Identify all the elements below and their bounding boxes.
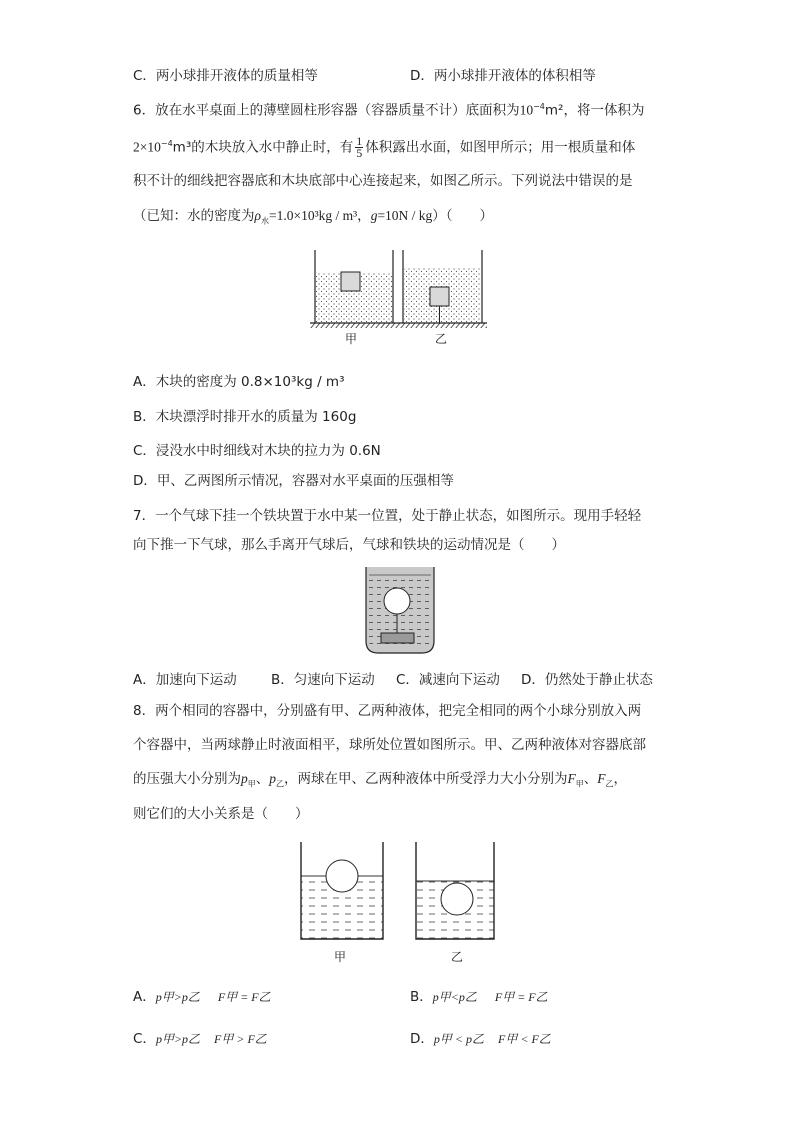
q6-line-3: 积不计的细线把容器底和木块底部中心连接起来，如图乙所示。下列说法中错误的是 — [133, 173, 633, 189]
q8-line-2: 个容器中，当两球静止时液面相平，球所处位置如图所示。甲、乙两种液体对容器底部 — [133, 737, 646, 753]
q8-option-b: B．p甲<p乙 F甲 = F乙 — [410, 989, 548, 1005]
q6-option-d: D．甲、乙两图所示情况，容器对水平桌面的压强相等 — [133, 473, 454, 489]
ground — [310, 323, 487, 328]
q7-option-b: B．匀速向下运动 — [271, 672, 375, 688]
q8-option-c: C．p甲>p乙 F甲 > F乙 — [133, 1031, 267, 1047]
q6-line-4: （已知：水的密度为$\rho_水=1.0\times 10^3kg / m^3$，g=10N / kg）（ ） — [133, 208, 494, 226]
q6-fig-label-jia: 甲 — [345, 332, 358, 346]
wood-block-jia — [341, 272, 360, 291]
q8-fig-label-yi: 乙 — [451, 950, 464, 964]
ball-jia — [326, 860, 358, 892]
q6-line-1: 6．放在水平桌面上的薄壁圆柱形容器（容器质量不计）底面积为$10^{-4}m^2$，将一体积为 — [133, 102, 645, 119]
q7-option-d: D．仍然处于静止状态 — [521, 672, 653, 688]
q7-option-a: A．加速向下运动 — [133, 672, 237, 688]
prev-option-d: D．两小球排开液体的体积相等 — [410, 68, 596, 84]
q8-option-a: A．p甲>p乙 F甲 = F乙 — [133, 989, 271, 1005]
q6-figure — [305, 245, 490, 350]
balloon — [384, 588, 410, 614]
q8-line-4: 则它们的大小关系是（ ） — [133, 806, 309, 822]
prev-option-c: C．两小球排开液体的质量相等 — [133, 68, 318, 84]
q6-option-b: B．木块漂浮时排开水的质量为 160g — [133, 409, 357, 425]
q8-option-d: D．p甲 < p乙 F甲 < F乙 — [410, 1031, 551, 1047]
wood-block-yi — [430, 287, 449, 306]
q6-option-a: A．木块的密度为 0.8×10³kg / m³ — [133, 374, 345, 390]
q7-line-1: 7．一个气球下挂一个铁块置于水中某一位置，处于静止状态，如图所示。现用手轻轻 — [133, 508, 642, 524]
q7-option-c: C．减速向下运动 — [396, 672, 500, 688]
q6-fig-label-yi: 乙 — [435, 332, 448, 346]
iron-block — [381, 633, 414, 643]
q7-line-2: 向下推一下气球，那么手离开气球后，气球和铁块的运动情况是（ ） — [133, 537, 565, 553]
q8-line-1: 8．两个相同的容器中，分别盛有甲、乙两种液体，把完全相同的两个小球分别放入两 — [133, 703, 642, 719]
q7-figure — [360, 563, 440, 658]
q8-line-3: 的压强大小分别为$p_甲$、$p_乙$，两球在甲、乙两种液体中所受浮力大小分别为$F_甲$、$F_乙$， — [133, 771, 627, 789]
ball-yi — [441, 883, 473, 915]
q6-line-2: $2\times 10^{-4}m^3$的木块放入水中静止时，有 $\frac{1}{5}$ 体积露出水面，如图甲所示；用一根质量和体 — [133, 134, 636, 160]
q6-option-c: C．浸没水中时细线对木块的拉力为 0.6N — [133, 443, 381, 459]
q8-fig-label-jia: 甲 — [334, 950, 347, 964]
q8-figure — [295, 838, 505, 948]
fraction-one-fifth: $\frac{1}{5}$ — [356, 134, 363, 160]
